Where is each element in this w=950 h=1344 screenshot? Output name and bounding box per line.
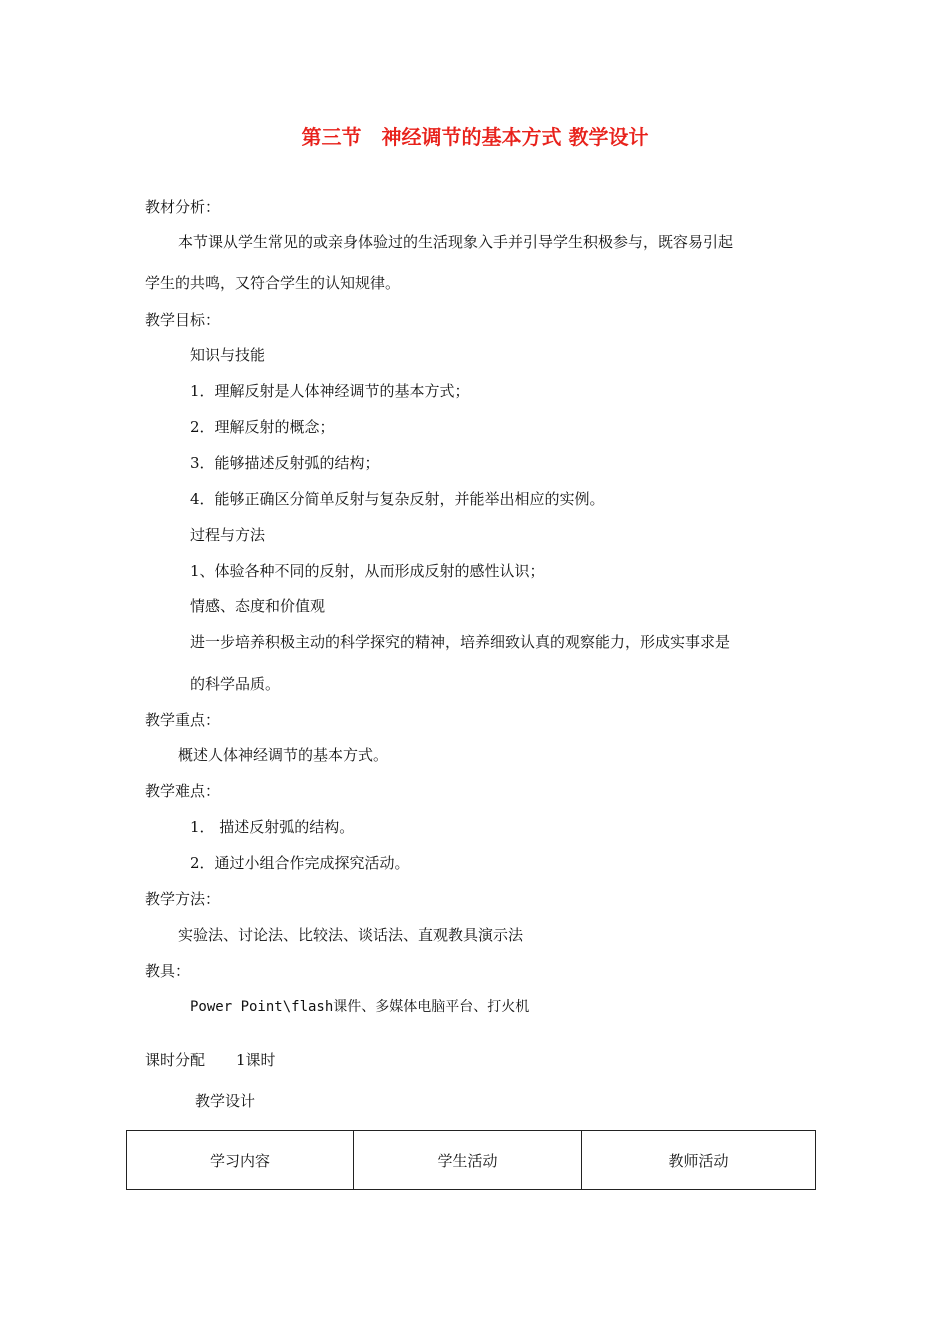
process-method-heading: 过程与方法 — [190, 526, 266, 544]
design-table — [126, 1130, 816, 1190]
design-heading: 教学设计 — [195, 1092, 256, 1110]
process-method-item: 1、体验各种不同的反射，从而形成反射的感性认识； — [190, 562, 545, 580]
material-analysis-line-1: 本节课从学生常见的或亲身体验过的生活现象入手并引导学生积极参与，既容易引起 — [178, 233, 734, 251]
tools-heading: 教具： — [145, 962, 191, 980]
difficulties-heading: 教学难点： — [145, 782, 221, 800]
methods-heading: 教学方法： — [145, 890, 221, 908]
difficulties-item: 1． 描述反射弧的结构。 — [190, 818, 355, 836]
table-header-cell: 教师活动 — [582, 1131, 816, 1190]
knowledge-item: 1．理解反射是人体神经调节的基本方式； — [190, 382, 470, 400]
tools-item: Power Point\flash课件、多媒体电脑平台、打火机 — [190, 999, 530, 1015]
material-analysis-heading: 教材分析： — [145, 198, 221, 216]
key-points-heading: 教学重点： — [145, 711, 221, 729]
knowledge-item: 2．理解反射的概念； — [190, 418, 335, 436]
objectives-heading: 教学目标： — [145, 311, 221, 329]
emotion-values-heading: 情感、态度和价值观 — [190, 597, 326, 615]
table-header-cell: 学习内容 — [127, 1131, 354, 1190]
methods-item: 实验法、讨论法、比较法、谈话法、直观教具演示法 — [178, 926, 524, 944]
knowledge-skills-heading: 知识与技能 — [190, 346, 266, 364]
emotion-values-line-2: 的科学品质。 — [190, 675, 281, 693]
table-header-cell: 学生活动 — [354, 1131, 582, 1190]
knowledge-item: 3．能够描述反射弧的结构； — [190, 454, 380, 472]
knowledge-item: 4．能够正确区分简单反射与复杂反射，并能举出相应的实例。 — [190, 490, 605, 508]
document-title: 第三节 神经调节的基本方式 教学设计 — [301, 125, 649, 149]
material-analysis-line-2: 学生的共鸣，又符合学生的认知规律。 — [145, 274, 401, 292]
schedule-label: 课时分配 — [145, 1051, 206, 1069]
emotion-values-line-1: 进一步培养积极主动的科学探究的精神，培养细致认真的观察能力，形成实事求是 — [190, 633, 731, 651]
key-points-item: 概述人体神经调节的基本方式。 — [178, 746, 389, 764]
table-row — [127, 1131, 816, 1190]
schedule-value: 1课时 — [236, 1051, 276, 1069]
difficulties-item: 2．通过小组合作完成探究活动。 — [190, 854, 410, 872]
